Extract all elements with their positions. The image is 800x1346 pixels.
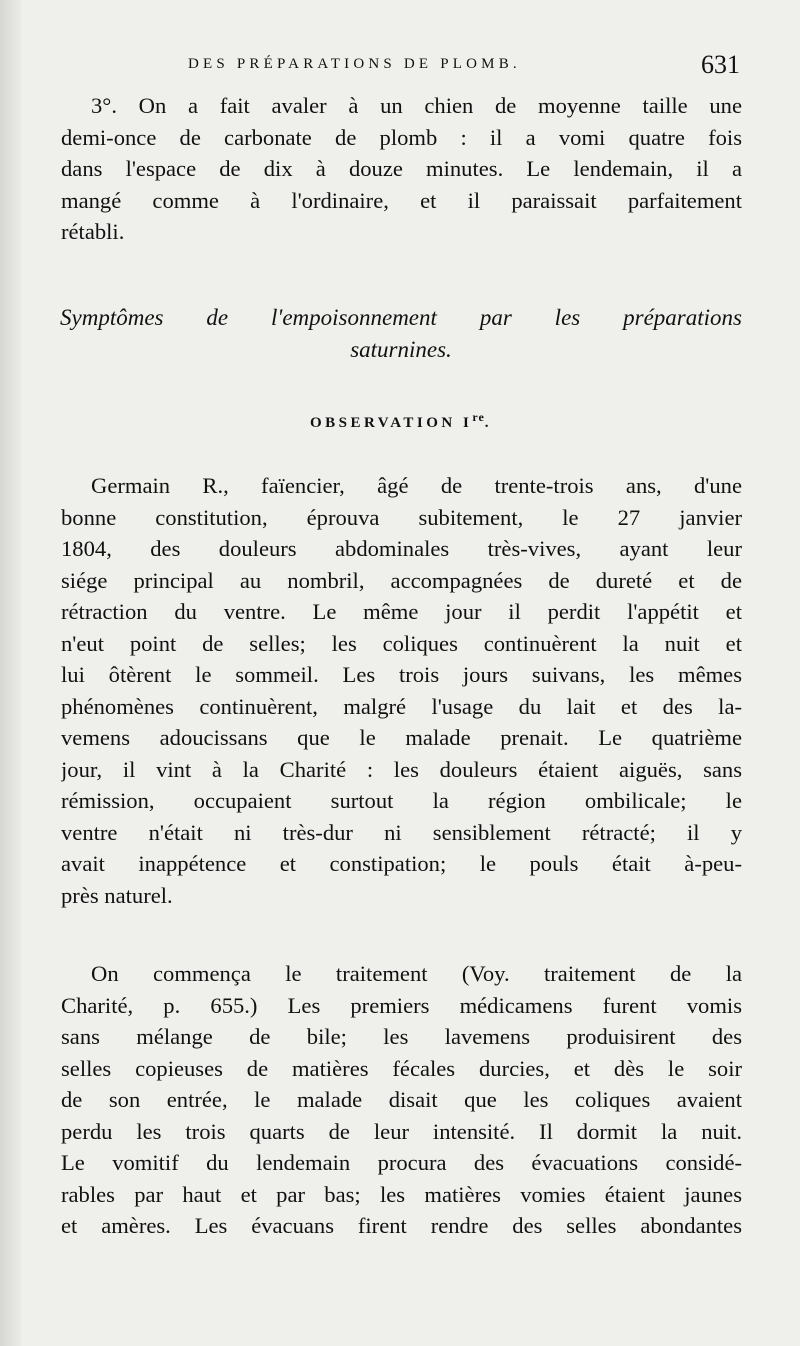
observation-ordinal-superscript: re [472,410,485,424]
paragraph-3 [61,958,742,1242]
text-line: Charité, p. 655.) Les premiers médicamens furent vomis [61,992,742,1018]
text-line: dans l'espace de dix à douze minutes. Le lendemain, il a [61,156,742,181]
text-line: rables par haut et par bas; les matières vomies étaient jaunes [61,1181,742,1207]
text-line: avait inappétence et constipation; le pouls était à-peu- [61,851,742,876]
text-line: vemens adoucissans que le malade prenait. Le quatrième [61,725,742,750]
text-line: 1804, des douleurs abdominales très-vives, ayant leur [61,536,742,561]
text-line: Germain R., faïencier, âgé de trente-trois ans, d'une [91,473,742,498]
section-title [60,302,742,365]
text-line: phénomènes continuèrent, malgré l'usage du lait et des la- [61,693,742,719]
text-line: perdu les trois quarts de leur intensité. Il dormit la nuit. [61,1118,742,1144]
page-gutter-shadow [0,0,22,1346]
observation-suffix: . [484,415,493,431]
text-line: siége principal au nombril, accompagnées de dureté et de [61,567,742,593]
page-number: 631 [701,50,740,79]
text-line: 3°. On a fait avaler à un chien de moyenne taille une [91,93,742,118]
text-line: lui ôtèrent le sommeil. Les trois jours suivans, les mêmes [61,662,742,687]
text-line: de son entrée, le malade disait que les coliques avaient [61,1087,742,1112]
text-line: jour, il vint à la Charité : les douleurs étaient aiguës, sans [61,756,742,782]
text-line: sans mélange de bile; les lavemens produisirent des [61,1024,742,1049]
section-title-line: Symptômes de l'empoisonnement par les préparations [60,305,742,330]
observation-label: OBSERVATION I [309,415,473,431]
text-line: Le vomitif du lendemain procura des évacuations considé- [61,1150,742,1175]
text-line: ventre n'était ni très-dur ni sensiblement rétracté; il y [61,819,742,845]
paragraph-1 [61,90,742,248]
text-line: n'eut point de selles; les coliques continuèrent la nuit et [61,630,742,656]
text-line: près naturel. [61,882,173,908]
text-line: rétabli. [61,219,125,244]
text-line: rétraction du ventre. Le même jour il perdit l'appétit et [61,599,742,624]
text-line: mangé comme à l'ordinaire, et il paraissait parfaitement [61,187,742,213]
text-line: rémission, occupaient surtout la région ombilicale; le [61,788,742,813]
observation-heading [60,410,742,432]
paragraph-2 [61,470,742,911]
text-line: demi-once de carbonate de plomb : il a vomi quatre fois [61,124,742,150]
section-title-line: saturnines. [350,336,452,362]
text-line: et amères. Les évacuans firent rendre des selles abondantes [61,1213,742,1238]
text-line: On commença le traitement (Voy. traitement de la [91,961,742,986]
running-title: DES PRÉPARATIONS DE PLOMB. [188,56,521,72]
running-head [60,52,740,82]
text-line: bonne constitution, éprouva subitement, le 27 janvier [61,504,742,530]
text-line: selles copieuses de matières fécales durcies, et dès le soir [61,1055,742,1081]
